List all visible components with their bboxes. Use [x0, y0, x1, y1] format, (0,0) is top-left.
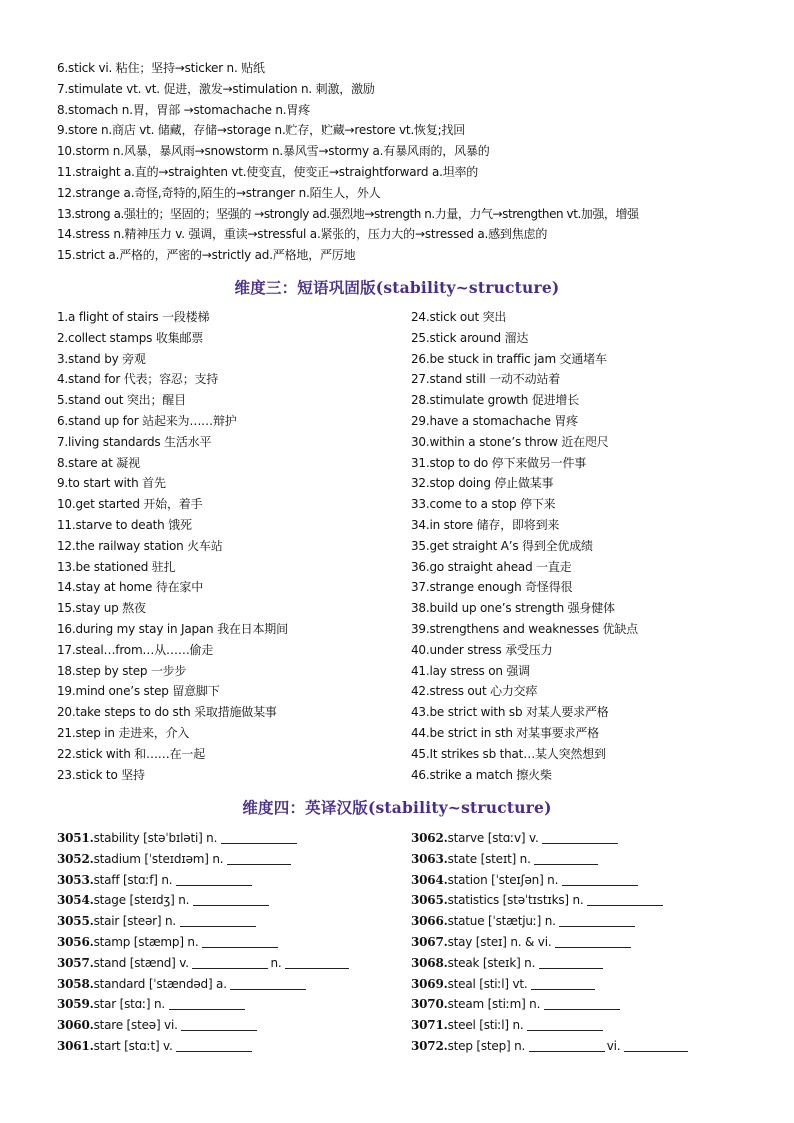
phrase-item: 28.stimulate growth 促进增长	[411, 393, 580, 408]
vocab-number: 3056.	[57, 934, 94, 949]
phrase-item: 25.stick around 溜达	[411, 330, 529, 345]
vocab-number: 3061.	[57, 1038, 94, 1053]
phrase-item: 13.be stationed 驻扎	[57, 559, 176, 574]
phrase-item: 5.stand out 突出；醒目	[57, 393, 186, 408]
vocab-word: stability [stəˈbɪləti] n.	[93, 831, 218, 845]
word-entry: 8.stomach n.胃，胃部 →stomachache n.胃疼	[57, 102, 311, 117]
answer-blank[interactable]	[181, 1018, 257, 1031]
answer-blank[interactable]	[542, 831, 618, 844]
word-entry: 15.strict a.严格的，严密的→strictly ad.严格地，严厉地	[57, 248, 356, 263]
word-entry: 11.straight a.直的→straighten vt.使变直，使变正→straightforward a.坦率的	[57, 164, 479, 179]
phrase-item: 10.get started 开始，着手	[57, 497, 203, 512]
vocab-item	[411, 911, 741, 932]
phrase-item: 1.a flight of stairs 一段楼梯	[57, 310, 210, 324]
vocab-word: step [step] n.	[447, 1038, 526, 1053]
phrase-item: 31.stop to do 停下来做另一件事	[411, 455, 587, 470]
vocab-word: stare [steə] vi.	[93, 1018, 178, 1033]
phrase-item: 46.strike a match 擦火柴	[411, 767, 552, 782]
word-entry: 7.stimulate vt. vt. 促进，激发→stimulation n. 刺激，激励	[57, 81, 375, 96]
vocab-item	[57, 974, 387, 995]
vocab-number: 3071.	[411, 1018, 448, 1033]
vocab-number: 3064.	[411, 872, 448, 887]
vocab-word: stay [steɪ] n. & vi.	[447, 934, 552, 949]
phrase-column-right	[411, 307, 741, 785]
vocab-number: 3066.	[411, 914, 448, 929]
vocab-number: 3054.	[57, 893, 94, 908]
answer-blank[interactable]	[562, 873, 638, 886]
phrase-item: 23.stick to 坚持	[57, 767, 145, 782]
word-entry: 12.strange a.奇怪,奇特的,陌生的→stranger n.陌生人，外人	[57, 185, 381, 200]
answer-blank[interactable]	[176, 1039, 252, 1052]
vocab-item	[57, 870, 387, 891]
vocab-word: stand [stænd] v.	[93, 955, 189, 970]
vocab-word: stage [steɪdʒ] n.	[93, 893, 190, 908]
phrase-item: 26.be stuck in traffic jam 交通堵车	[411, 351, 607, 366]
vocab-word: staff [stɑːf] n.	[93, 872, 173, 887]
phrase-item: 37.strange enough 奇怪得很	[411, 580, 573, 595]
phrase-item: 18.step by step 一步步	[57, 663, 187, 678]
vocab-item	[57, 953, 387, 974]
vocab-number: 3063.	[411, 851, 448, 866]
vocab-item	[57, 1015, 387, 1036]
vocab-word: star [stɑː] n.	[93, 997, 166, 1012]
phrase-item: 32.stop doing 停止做某事	[411, 476, 554, 491]
phrase-item: 17.steal…from…从……偷走	[57, 642, 214, 657]
vocab-item	[411, 828, 741, 849]
vocab-item	[57, 849, 387, 870]
vocab-item	[411, 870, 741, 891]
vocab-word: steal [stiːl] vt.	[447, 976, 528, 991]
vocab-item	[411, 974, 741, 995]
phrase-item: 27.stand still 一动不动站着	[411, 372, 561, 387]
vocab-word: station [ˈsteɪʃən] n.	[447, 872, 559, 887]
vocab-number: 3065.	[411, 893, 448, 908]
vocab-item	[411, 890, 741, 911]
vocab-number: 3070.	[411, 997, 448, 1012]
vocab-item	[57, 890, 387, 911]
vocab-number: 3069.	[411, 976, 448, 991]
phrase-item: 9.to start with 首先	[57, 476, 166, 491]
answer-blank[interactable]	[285, 956, 349, 969]
answer-blank[interactable]	[534, 852, 598, 865]
vocab-item	[57, 932, 387, 953]
answer-blank[interactable]	[559, 914, 635, 927]
phrase-item: 21.step in 走进来，介入	[57, 725, 190, 740]
phrase-item: 3.stand by 旁观	[57, 351, 146, 366]
vocab-number: 3055.	[57, 914, 94, 929]
phrase-item: 39.strengthens and weaknesses 优缺点	[411, 621, 638, 636]
phrase-item: 36.go straight ahead 一直走	[411, 559, 572, 574]
vocab-number: 3057.	[57, 955, 94, 970]
vocab-item	[411, 932, 741, 953]
vocab-number: 3072.	[411, 1038, 448, 1053]
word-family-list	[57, 58, 747, 266]
word-entry: 6.stick vi. 粘住；坚持→sticker n. 贴纸	[57, 61, 265, 75]
answer-blank[interactable]	[169, 997, 245, 1010]
answer-blank[interactable]	[539, 956, 603, 969]
word-entry: 13.strong a.强壮的；坚固的；坚强的 →strongly ad.强烈地→strength n.力量，力气→strengthen vt.加强，增强	[57, 206, 639, 221]
vocab-word: stamp [stæmp] n.	[93, 934, 199, 949]
pos-label: n.	[270, 955, 282, 970]
answer-blank[interactable]	[624, 1039, 688, 1052]
vocab-item	[411, 1015, 741, 1036]
answer-blank[interactable]	[180, 914, 256, 927]
vocab-word: start [stɑːt] v.	[93, 1038, 173, 1053]
vocab-word: steam [stiːm] n.	[447, 997, 541, 1012]
phrase-item: 8.stare at 凝视	[57, 455, 140, 470]
phrase-item: 11.starve to death 饿死	[57, 517, 192, 532]
phrase-item: 44.be strict in sth 对某事要求严格	[411, 725, 599, 740]
answer-blank[interactable]	[555, 935, 631, 948]
vocab-number: 3058.	[57, 976, 94, 991]
phrase-item: 33.come to a stop 停下来	[411, 497, 556, 512]
phrase-item: 40.under stress 承受压力	[411, 642, 553, 657]
phrase-item: 4.stand for 代表；容忍；支持	[57, 372, 219, 387]
phrase-item: 41.lay stress on 强调	[411, 663, 530, 678]
vocab-item	[411, 1036, 741, 1057]
section-heading-phrases: 维度三：短语巩固版(stability~structure)	[234, 278, 560, 297]
phrase-item: 15.stay up 熬夜	[57, 601, 146, 616]
answer-blank[interactable]	[193, 893, 269, 906]
vocab-word: statue [ˈstætjuː] n.	[447, 914, 556, 929]
answer-blank[interactable]	[202, 935, 278, 948]
vocab-item	[411, 953, 741, 974]
phrase-item: 35.get straight A’s 得到全优成绩	[411, 538, 593, 553]
vocab-column-left	[57, 828, 387, 1057]
word-entry: 14.stress n.精神压力 v. 强调，重读→stressful a.紧张的，压力大的→stressed a.感到焦虑的	[57, 227, 548, 242]
vocab-word: statistics [stəˈtɪstɪks] n.	[447, 893, 584, 908]
answer-blank[interactable]	[587, 893, 663, 906]
answer-blank[interactable]	[192, 956, 268, 969]
vocab-number: 3053.	[57, 872, 94, 887]
vocab-number: 3052.	[57, 851, 94, 866]
phrase-item: 19.mind one’s step 留意脚下	[57, 684, 220, 699]
vocab-word: steel [stiːl] n.	[447, 1018, 524, 1033]
phrase-item: 43.be strict with sb 对某人要求严格	[411, 705, 609, 720]
vocab-word: state [steɪt] n.	[447, 851, 531, 866]
phrase-item: 2.collect stamps 收集邮票	[57, 330, 204, 345]
phrase-item: 38.build up one’s strength 强身健体	[411, 601, 615, 616]
answer-blank[interactable]	[221, 831, 297, 844]
word-entry: 9.store n.商店 vt. 储藏，存储→storage n.贮存，贮藏→restore vt.恢复;找回	[57, 123, 466, 138]
vocab-number: 3060.	[57, 1018, 94, 1033]
vocab-word: standard [ˈstændəd] a.	[93, 976, 227, 991]
phrase-item: 24.stick out 突出	[411, 310, 507, 324]
vocab-word: stair [steər] n.	[93, 914, 177, 929]
pos-label: vi.	[606, 1038, 621, 1053]
vocab-item	[411, 849, 741, 870]
phrase-item: 7.living standards 生活水平	[57, 434, 212, 449]
vocab-number: 3067.	[411, 934, 448, 949]
answer-blank[interactable]	[529, 1039, 605, 1052]
vocab-word: steak [steɪk] n.	[447, 955, 536, 970]
phrase-item: 22.stick with 和……在一起	[57, 746, 206, 761]
vocab-item	[57, 994, 387, 1015]
phrase-item: 30.within a stone’s throw 近在咫尺	[411, 434, 609, 449]
phrase-item: 34.in store 储存，即将到来	[411, 517, 560, 532]
phrase-column-left	[57, 307, 387, 785]
answer-blank[interactable]	[227, 852, 291, 865]
vocab-number: 3051.	[57, 831, 94, 845]
section-heading-vocab: 维度四：英译汉版(stability~structure)	[242, 798, 552, 817]
vocab-column-right	[411, 828, 741, 1057]
vocab-number: 3062.	[411, 831, 448, 845]
phrase-item: 14.stay at home 待在家中	[57, 580, 204, 595]
answer-blank[interactable]	[527, 1018, 603, 1031]
answer-blank[interactable]	[544, 997, 620, 1010]
vocab-number: 3059.	[57, 997, 94, 1012]
phrase-item: 45.It strikes sb that…某人突然想到	[411, 746, 606, 761]
answer-blank[interactable]	[230, 977, 306, 990]
phrase-item: 16.during my stay in Japan 我在日本期间	[57, 621, 288, 636]
vocab-item	[411, 994, 741, 1015]
vocab-item	[57, 911, 387, 932]
phrase-item: 12.the railway station 火车站	[57, 538, 223, 553]
phrase-item: 6.stand up for 站起来为……辩护	[57, 413, 237, 428]
vocab-word: stadium [ˈsteɪdɪəm] n.	[93, 851, 224, 866]
vocab-word: starve [stɑːv] v.	[447, 831, 539, 845]
phrase-item: 20.take steps to do sth 采取措施做某事	[57, 705, 277, 720]
answer-blank[interactable]	[176, 873, 252, 886]
vocab-number: 3068.	[411, 955, 448, 970]
word-entry: 10.storm n.风暴，暴风雨→snowstorm n.暴风雪→stormy a.有暴风雨的，风暴的	[57, 144, 490, 159]
phrase-item: 42.stress out 心力交瘁	[411, 684, 538, 699]
phrase-item: 29.have a stomachache 胃疼	[411, 413, 579, 428]
vocab-item	[57, 1036, 387, 1057]
answer-blank[interactable]	[531, 977, 595, 990]
vocab-item	[57, 828, 387, 849]
